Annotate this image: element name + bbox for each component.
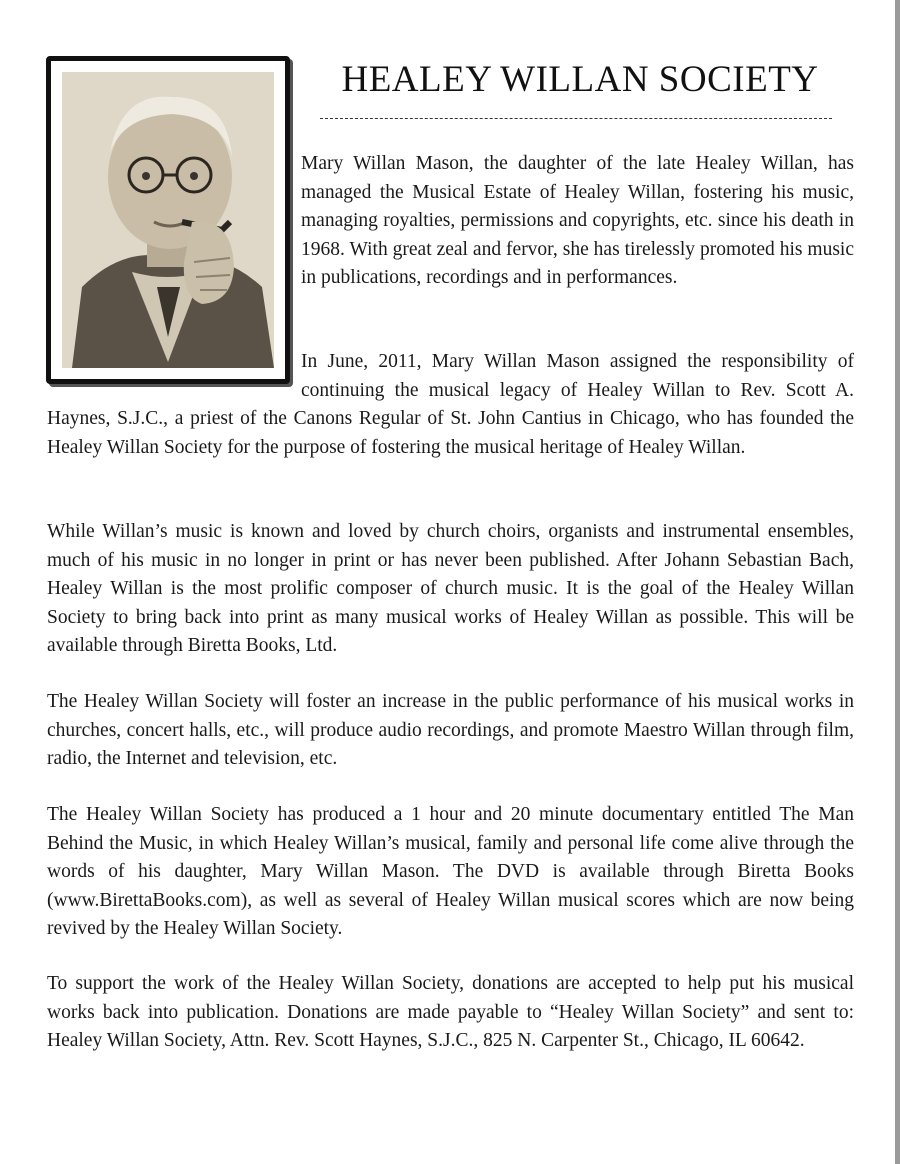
paragraph-3: While Willan’s music is known and loved by church choirs, organists and instrumental ensembles, much of his music in no longer in print or has never been published. After Johann Sebastian Bach, Healey Willan is the most prolific composer of church music. It is the goal of the Healey Willan Society to bring back into print as many musical works of Healey Willan as possible. This will be available through Biretta Books, Ltd. (47, 521, 854, 656)
paragraph-4: The Healey Willan Society will foster an increase in the public performance of his musical works in churches, concert halls, etc., will produce audio recordings, and promote Maestro Willan through film, radio, the Internet and television, etc. (47, 691, 854, 769)
portrait-photo-icon (62, 72, 274, 368)
paragraph-5: The Healey Willan Society has produced a 1 hour and 20 minute documentary entitled The Man Behind the Music, in which Healey Willan’s musical, family and personal life come alive through the words of his daughter, Mary Willan Mason. The DVD is available through Biretta Books (www.BirettaBooks.com), as well as several of Healey Willan musical scores which are now being revived by the Healey Willan Society. (47, 804, 854, 939)
paragraph-2: In June, 2011, Mary Willan Mason assigned the responsibility of continuing the musical legacy of Healey Willan to Rev. Scott A. Haynes, S.J.C., a priest of the Canons Regular of St. John Cantius in Chicago, who has founded the Healey Willan Society for the purpose of fostering the musical heritage of Healey Willan. (47, 351, 854, 458)
page-title: HEALEY WILLAN SOCIETY (341, 59, 819, 100)
title-divider (320, 118, 832, 119)
paragraph-2-block (47, 348, 854, 462)
portrait-frame (46, 56, 290, 384)
page-edge (895, 0, 900, 1164)
paragraph-6: To support the work of the Healey Willan Society, donations are accepted to help put his musical works back into publication. Donations are made payable to “Healey Willan Society” and sent to: Healey Willan Society, Attn. Rev. Scott Haynes, S.J.C., 825 N. Carpenter St., Chicago, IL 60642. (47, 973, 854, 1051)
paragraph-1: Mary Willan Mason, the daughter of the late Healey Willan, has managed the Musical Estate of Healey Willan, fostering his music, managing royalties, permissions and copyrights, etc. since his death in 1968. With great zeal and fervor, she has tirelessly promoted his music in publications, recordings and in performances. (301, 153, 854, 288)
